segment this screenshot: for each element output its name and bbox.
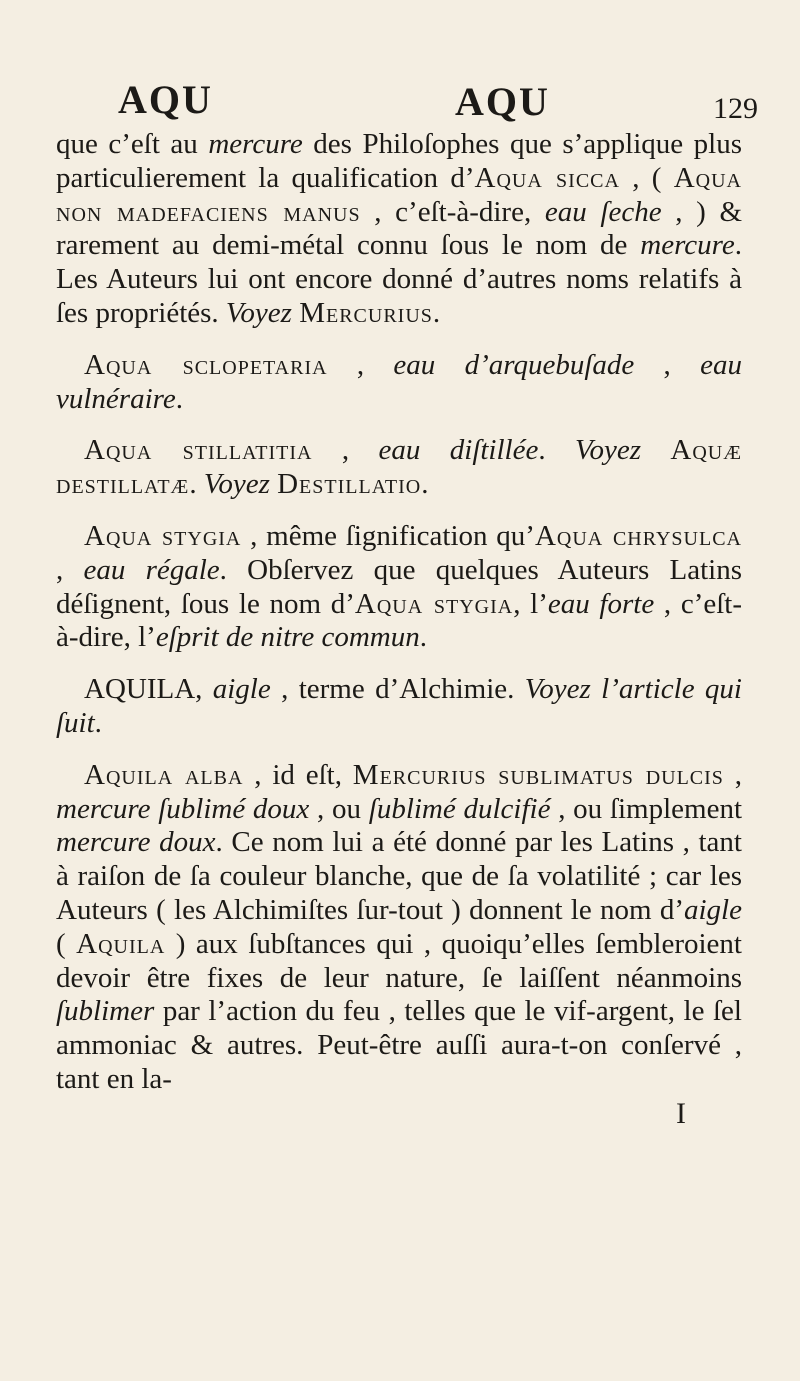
text-run: , terme d’Alchimie. — [270, 673, 525, 706]
text-run: , ou — [309, 792, 369, 825]
small-caps-term: Aquæ destillatæ — [56, 434, 743, 501]
text-run: , — [56, 553, 84, 586]
text-run: , — [634, 348, 701, 381]
text-run: , ) & rarement au demi-métal connu ſous le nom de — [56, 195, 742, 262]
text-run: , c’eſt-à-dire, — [360, 195, 545, 228]
text-run: . — [538, 434, 575, 467]
catchword: I — [676, 1096, 686, 1130]
text-run: , l’ — [513, 587, 548, 620]
small-caps-term: Destillatio — [277, 468, 422, 501]
text-run: , ou ſimplement — [550, 792, 743, 825]
italic-text: mercure doux — [56, 826, 216, 859]
text-run: , id eſt, — [243, 758, 353, 791]
italic-text: ſublimer — [56, 995, 155, 1028]
text-run: . Obſervez que quelques Auteurs Latins déſignent, ſous le nom d’ — [56, 553, 742, 620]
text-run: . — [94, 706, 102, 739]
paragraph — [56, 759, 742, 1097]
italic-text: eau diſtillée — [378, 434, 539, 467]
text-run: , c’eſt-à-dire, l’ — [56, 587, 742, 654]
text-run — [641, 434, 670, 466]
small-caps-term: Aqua sclopetaria — [84, 348, 328, 381]
paragraph — [56, 673, 742, 741]
text-run: AQUILA, — [84, 673, 213, 706]
small-caps-term: Aqua stygia — [354, 587, 514, 620]
italic-text: Voyez l’article qui ſuit — [56, 673, 742, 739]
small-caps-term: Mercurius — [299, 296, 433, 329]
italic-text: Voyez — [203, 468, 270, 501]
text-run: ( — [56, 927, 77, 960]
italic-text: mercure — [640, 229, 735, 262]
italic-text: Voyez — [574, 434, 642, 467]
italic-text: ſublimé dulcifié — [368, 792, 551, 825]
small-caps-term: Mercurius sublimatus dulcis — [352, 758, 724, 791]
italic-text: eau d’arquebuſade — [393, 348, 635, 381]
text-run: , — [327, 348, 394, 381]
small-caps-term: Aquila alba — [84, 758, 244, 791]
text-run: des Philoſophes que s’applique plus particulierement la qualification d’ — [56, 128, 742, 194]
italic-text: eſprit de nitre commun — [155, 621, 420, 654]
text-run: , ( — [619, 161, 674, 194]
page-number: 129 — [713, 92, 758, 125]
italic-text: aigle — [212, 673, 271, 706]
text-run: , — [312, 434, 379, 467]
italic-text: mercure ſublimé doux — [56, 792, 310, 825]
text-run: . — [421, 468, 429, 501]
small-caps-term: Aqua chrysulca — [534, 519, 743, 552]
text-run: ) aux ſubſtances qui , quoiqu’elles ſembleroient devoir être fixes de leur nature, ſe laiſſent néanmoins — [56, 927, 742, 994]
text-run: que c’eſt au — [56, 128, 209, 160]
italic-text: aigle — [684, 893, 742, 926]
italic-text: eau vulnéraire — [56, 348, 742, 415]
text-run: . — [419, 621, 427, 654]
small-caps-term: Aqua non madefaciens manus — [56, 161, 742, 228]
small-caps-term: Aqua stillatitia — [84, 434, 313, 467]
italic-text: eau régale — [83, 553, 220, 586]
italic-text: eau ſeche — [544, 195, 662, 228]
text-run: par l’action du feu , telles que le vif-argent, le ſel ammoniac & autres. Peut-être auſſi aura-t-on conſervé , tant en la- — [56, 995, 742, 1095]
running-header — [0, 72, 800, 132]
italic-text: Voyez — [225, 296, 292, 329]
paragraph — [56, 520, 742, 655]
text-run: . — [189, 468, 204, 501]
text-run: , — [723, 758, 743, 791]
paragraph — [56, 434, 742, 502]
paragraph — [56, 128, 742, 331]
header-left-term: AQU — [118, 77, 213, 122]
text-run: . Les Auteurs lui ont encore donné d’autres noms relatifs à ſes propriétés. — [56, 229, 742, 329]
header-right-term: AQU — [455, 79, 550, 124]
text-run: . — [175, 382, 183, 415]
small-caps-term: Aqua sicca — [474, 161, 620, 194]
text-body — [56, 128, 742, 1131]
text-run: . Ce nom lui a été donné par les Latins , tant à raiſon de ſa couleur blanche, que de ſa volatilité ; car les Auteurs ( les Alchimiſtes ſur-tout ) donnent le nom d’ — [56, 826, 742, 926]
small-caps-term: Aquila — [76, 927, 166, 960]
small-caps-term: Aqua stygia — [84, 519, 242, 552]
text-run: . — [432, 296, 441, 329]
text-run: , même ſignification qu’ — [241, 519, 535, 552]
italic-text: eau forte — [547, 587, 655, 620]
paragraph — [56, 349, 742, 417]
italic-text: mercure — [208, 128, 303, 160]
